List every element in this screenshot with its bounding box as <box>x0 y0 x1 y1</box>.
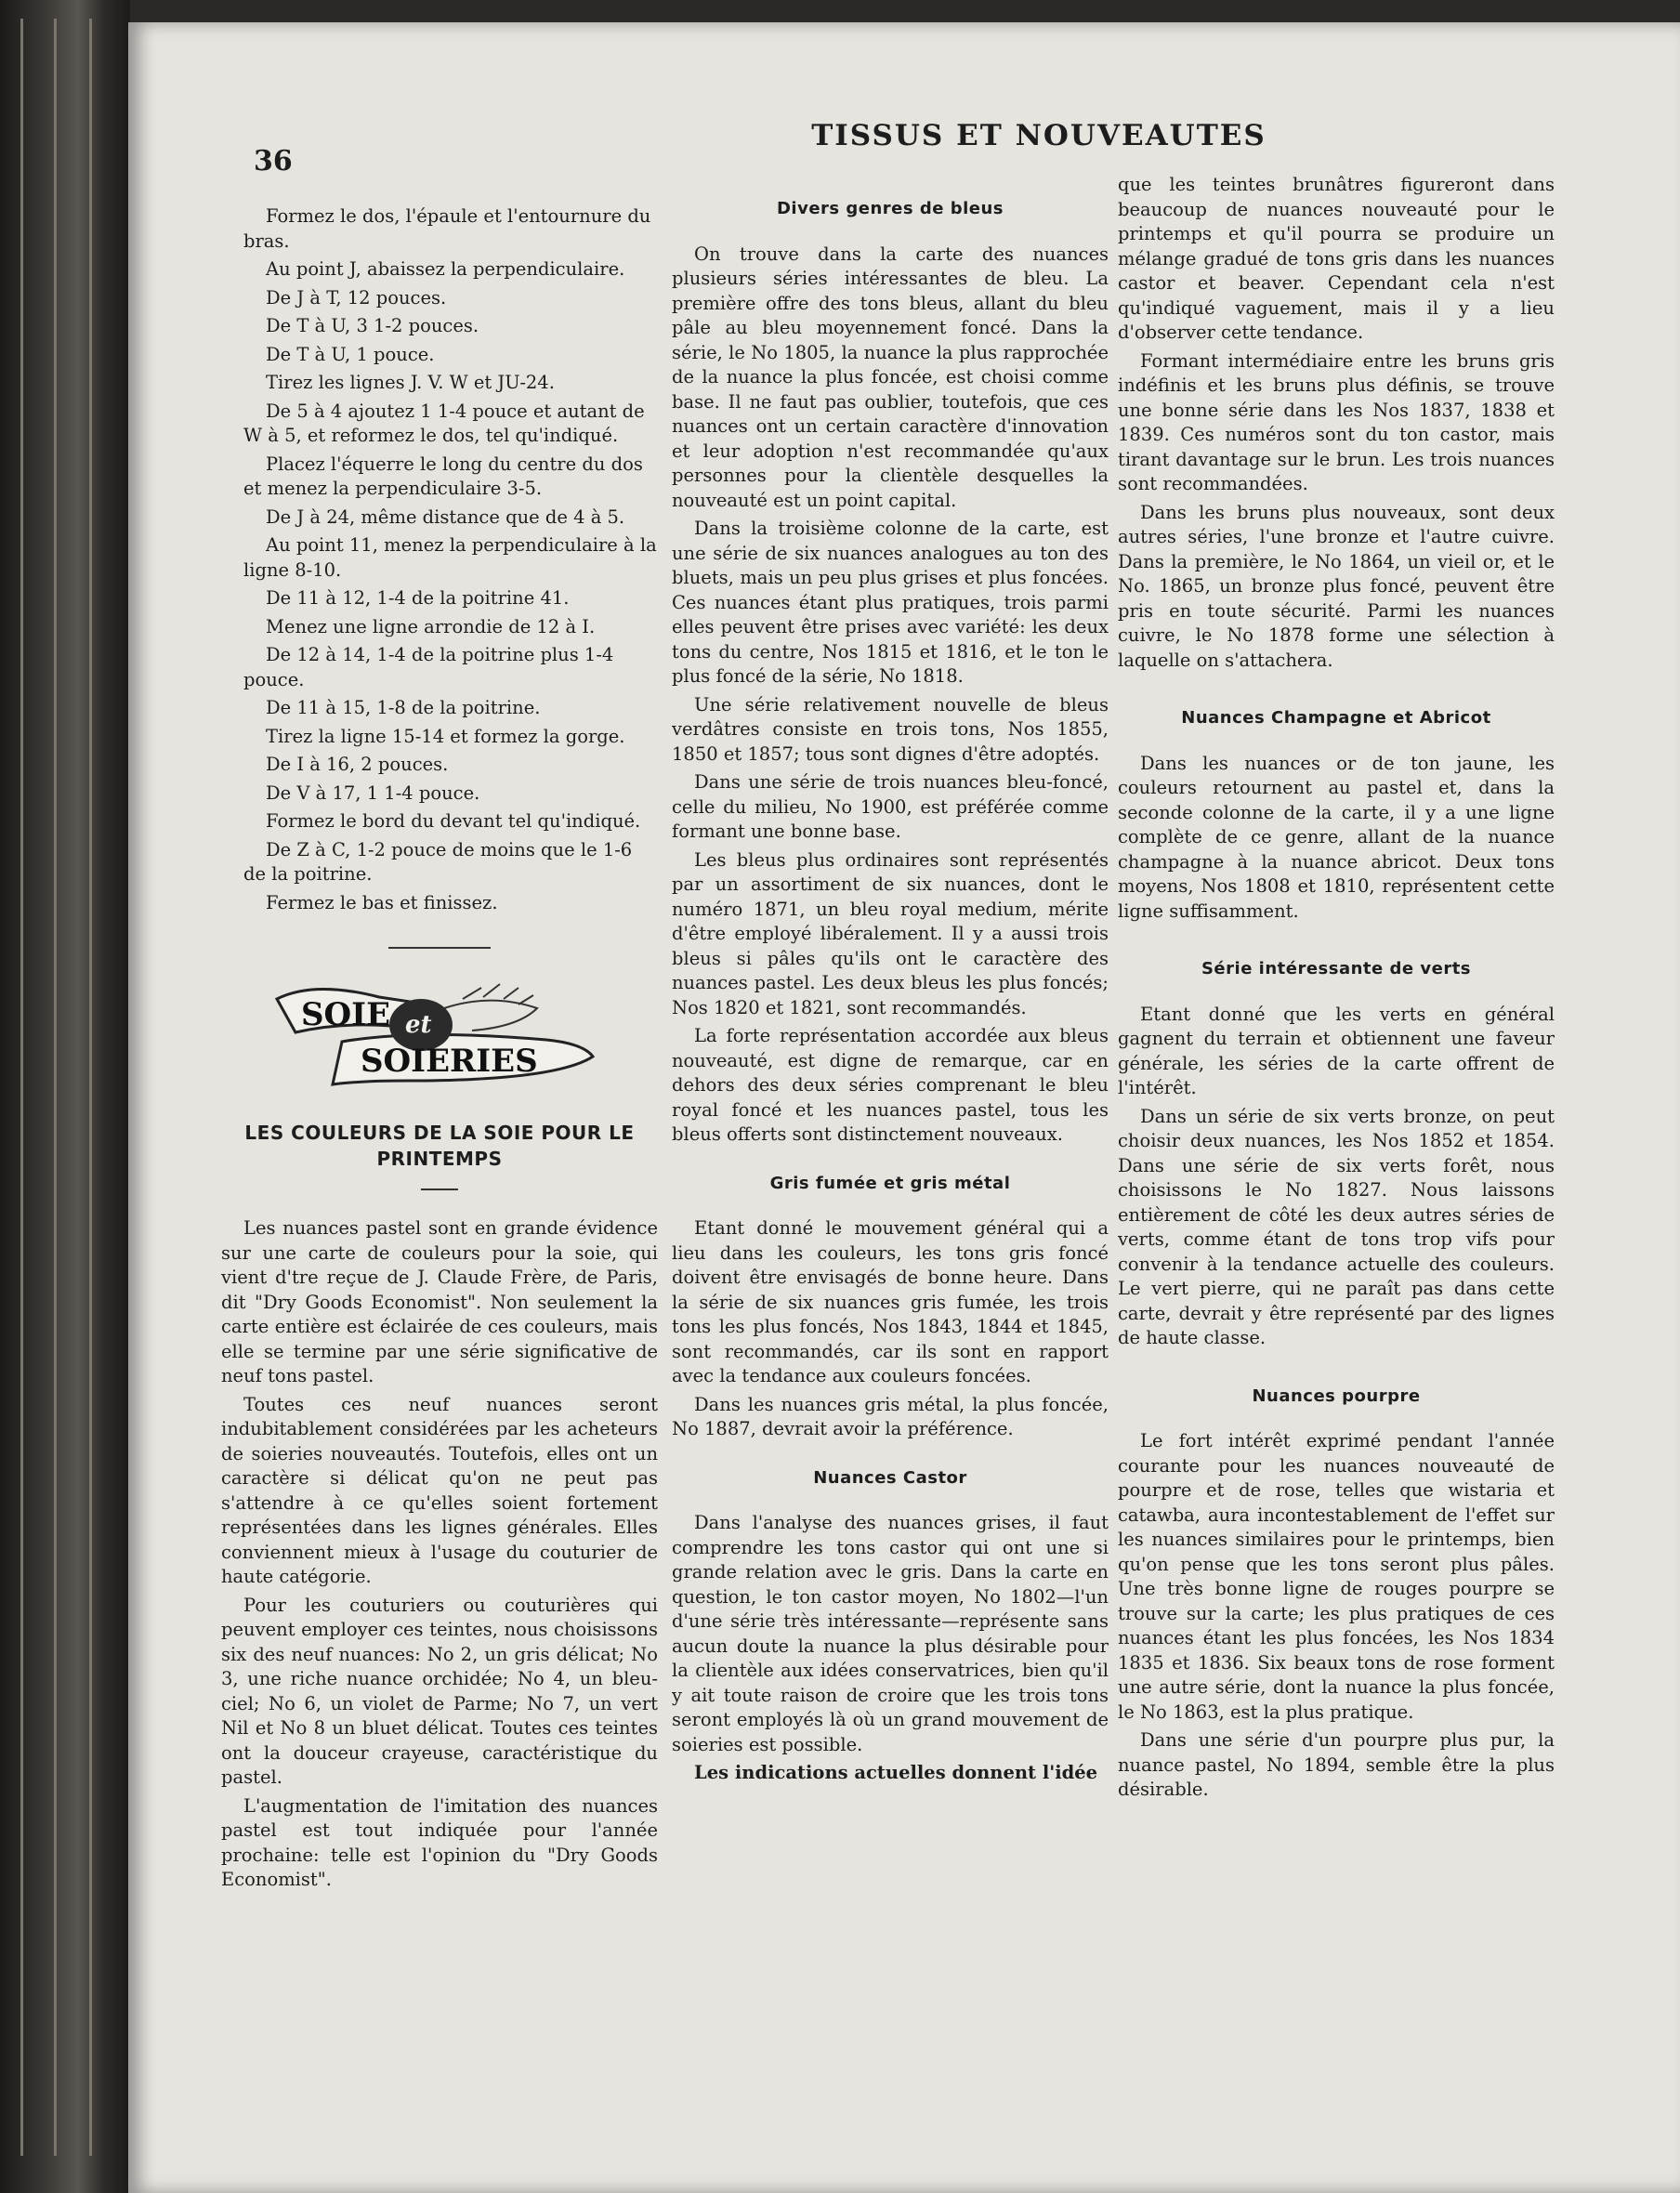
instruction-line: De Z à C, 1-2 pouce de moins que le 1-6 de la poitrine. <box>243 838 633 885</box>
article-paragraph: Pour les couturiers ou couturières qui peuvent employer ces teintes, nous choisissons six des neuf nuances: No 2, un gris délicat; No 3, une riche nuance orchidée; No 4, un bleu-ciel; No 6, un violet de Parme; No 7, un vert Nil et No 8 un bluet délicat. Toutes ces teintes ont la douceur crayeuse, caractéristique du pastel. <box>221 1594 658 1788</box>
soie-et-soieries-logo <box>240 971 602 1101</box>
section-heading: Gris fumée et gris métal <box>769 1173 1011 1193</box>
article-paragraph: Le fort intérêt exprimé pendant l'année courante pour les nuances nouveauté de pourpre et de rose, telles que wistaria et catawba, aura incontestablement de l'effet sur les nuances similaires pour le printemps, bien qu'on pense que les tons seront plus pâles. Une très bonne ligne de rouges pourpre se trouve sur la carte; les plus pratiques de ces nuances étant les plus foncées, les Nos 1834 1835 et 1836. Six beaux tons de rose forment une autre série, dont la nuance la plus foncée, le No 1863, est la plus pratique. <box>1118 1430 1555 1723</box>
article-paragraph: On trouve dans la carte des nuances plusieurs séries intéressantes de bleu. La première offre des tons bleus, allant du bleu pâle au bleu moyennement foncé. Dans la série, le No 1805, la nuance la plus rapprochée de la nuance la plus foncée, est choisi comme base. Il ne faut pas oublier, toutefois, que ces nuances ont un certain caractère d'innovation et leur adoption n'est recommandée qu'aux personnes pour la clientèle desquelles la nouveauté est un point capital. <box>672 243 1109 511</box>
article-paragraph: Les indications actuelles donnent l'idée <box>694 1762 1098 1783</box>
section-divider <box>388 947 491 949</box>
section-heading: Nuances Champagne et Abricot <box>1181 708 1491 728</box>
article-paragraph: Les bleus plus ordinaires sont représentés par un assortiment de six nuances, dont le numéro 1871, un bleu royal medium, mérite d'être employé libéralement. Il y a aussi trois bleus si pâles qu'ils ont le caractère des nuances pastel. Les deux bleus les plus foncés; Nos 1820 et 1821, sont recommandés. <box>672 848 1109 1018</box>
article-paragraph: Dans un série de six verts bronze, on peut choisir deux nuances, les Nos 1852 et 1854. Dans une série de six verts forêt, nous choisissons le No 1827. Nous laissons entièrement de côté les deux autres séries de verts, comme étant de tons trop vifs pour convenir à la tendance actuelle des couleurs. Le vert pierre, qui ne paraît pas dans cette carte, devrait y être représenté par des lignes de haute classe. <box>1118 1105 1555 1348</box>
logo-word-soie: SOIE <box>301 996 390 1033</box>
instruction-line: De T à U, 3 1-2 pouces. <box>266 315 479 336</box>
article-paragraph: Dans l'analyse des nuances grises, il faut comprendre les tons castor qui ont une si grande relation avec le gris. Dans la carte en question, le ton castor moyen, No 1802—l'un d'une série très intéressante—représente sans aucun doute la nuance la plus désirable pour la clientèle aux idées conservatrices, bien qu'il y ait toute raison de croire que les trois tons seront employés là où un grand mouvement de soieries est possible. <box>672 1512 1109 1755</box>
section-heading: Divers genres de bleus <box>776 199 1004 218</box>
article-paragraph: Toutes ces neuf nuances seront indubitablement considérées par les acheteurs de soieries nouveautés. Toutefois, elles ont un caractère si délicat qu'on ne peut pas s'attendre à ce qu'elles soient fortement représentées dans les lignes générales. Elles conviennent mieux à l'usage du couturier de haute catégorie. <box>221 1393 658 1587</box>
instruction-line: De V à 17, 1 1-4 pouce. <box>266 781 480 804</box>
article-paragraph: Une série relativement nouvelle de bleus verdâtres consiste en trois tons, Nos 1855, 1850 et 1857; tous sont dignes d'être adoptés. <box>672 693 1109 765</box>
article-paragraph: Formant intermédiaire entre les bruns gris indéfinis et les bruns plus définis, se trouve une bonne série dans les Nos 1837, 1838 et 1839. Ces numéros sont du ton castor, mais tirant davantage sur le brun. Les trois nuances sont recommandées. <box>1118 349 1555 494</box>
document-page <box>128 22 1680 2193</box>
instruction-line: De J à T, 12 pouces. <box>266 286 447 309</box>
instruction-line: De J à 24, même distance que de 4 à 5. <box>266 506 625 528</box>
instruction-line: Fermez le bas et finissez. <box>266 891 498 913</box>
article-paragraph: Dans la troisième colonne de la carte, est une série de six nuances analogues au ton des bluets, mais un peu plus grises et plus foncées. Ces nuances étant plus pratiques, trois parmi elles peuvent être prises avec variété: les deux tons du centre, Nos 1815 et 1816, et le ton le plus foncé de la série, No 1818. <box>672 518 1109 687</box>
instruction-line: Menez une ligne arrondie de 12 à I. <box>266 615 596 637</box>
instruction-line: Placez l'équerre le long du centre du dos et menez la perpendiculaire 3-5. <box>243 453 643 499</box>
article-paragraph: que les teintes brunâtres figureront dans beaucoup de nuances nouveauté pour le printemps et qu'il pourra se produire un mélange gradué de tons gris dans les nuances castor et beaver. Cependant cela n'est qu'indiqué vaguement, mais il y a lieu d'observer cette tendance. <box>1118 174 1555 343</box>
article-paragraph: Etant donné que les verts en général gagnent du terrain et obtiennent une faveur générale, les séries de la carte offrent de l'intérêt. <box>1118 1003 1555 1098</box>
instruction-line: De T à U, 1 pouce. <box>266 343 435 365</box>
column-right <box>1118 173 1555 1806</box>
section-heading: Nuances pourpre <box>1252 1385 1421 1406</box>
title-divider <box>421 1188 458 1190</box>
instruction-line: De 11 à 12, 1-4 de la poitrine 41. <box>266 587 570 609</box>
instruction-line: Au point J, abaissez la perpendiculaire. <box>266 258 625 280</box>
binding-edge <box>54 19 57 2156</box>
instruction-line: Formez le bord du devant tel qu'indiqué. <box>266 810 641 832</box>
running-head: TISSUS ET NOUVEAUTES <box>811 119 1267 152</box>
instruction-line: De I à 16, 2 pouces. <box>266 754 449 775</box>
section-heading: Nuances Castor <box>813 1467 967 1488</box>
instruction-line: De 12 à 14, 1-4 de la poitrine plus 1-4 pouce. <box>243 644 614 690</box>
article-paragraph: Les nuances pastel sont en grande évidence sur une carte de couleurs pour la soie, qui vient d'tre reçue de J. Claude Frère, de Paris, dit "Dry Goods Economist". Non seulement la carte entière est éclairée de ces couleurs, mais elle se termine par une série significative de neuf tons pastel. <box>221 1217 658 1386</box>
section-heading: Série intéressante de verts <box>1201 959 1472 978</box>
article-paragraph: Etant donné le mouvement général qui a lieu dans les couleurs, les tons gris foncé doivent être envisagés de bonne heure. Dans la série de six nuances gris fumée, les trois tons les plus foncés, Nos 1843, 1844 et 1845, sont recommandés, car ils sont en rapport avec la tendance aux couleurs foncées. <box>672 1217 1109 1386</box>
logo-word-et: et <box>405 1011 432 1039</box>
column-middle <box>672 190 1109 1790</box>
column-left <box>221 204 658 1897</box>
binding-edge <box>89 19 92 2156</box>
binding-edge <box>20 19 23 2156</box>
instruction-line: Tirez les lignes J. V. W et JU-24. <box>266 372 555 393</box>
instruction-line: De 5 à 4 ajoutez 1 1-4 pouce et autant de W à 5, et reformez le dos, tel qu'indiqué. <box>243 400 645 446</box>
article-paragraph: La forte représentation accordée aux bleus nouveauté, est digne de remarque, car en dehors des deux séries comprenant le bleu royal foncé et les nuances pastel, tous les bleus offerts sont distinctement nouveaux. <box>672 1025 1109 1145</box>
book-binding <box>0 0 130 2193</box>
instruction-line: Tirez la ligne 15-14 et formez la gorge. <box>266 725 625 747</box>
pattern-instructions <box>221 204 658 915</box>
article-title: LES COULEURS DE LA SOIE POUR LE PRINTEMPS <box>244 1122 635 1170</box>
article-paragraph: Dans les nuances gris métal, la plus foncée, No 1887, devrait avoir la préférence. <box>672 1393 1109 1439</box>
article-paragraph: Dans les bruns plus nouveaux, sont deux autres séries, l'une bronze et l'autre cuivre. Dans la première, le No 1864, un vieil or, et le No. 1865, un bronze plus foncé, peuvent être pris en toute sécurité. Parmi les nuances cuivre, le No 1878 forme une sélection à laquelle on s'attachera. <box>1118 501 1555 671</box>
article-paragraph: Dans une série d'un pourpre plus pur, la nuance pastel, No 1894, semble être la plus désirable. <box>1118 1729 1555 1800</box>
instruction-line: Formez le dos, l'épaule et l'entournure du bras. <box>243 205 651 252</box>
article-paragraph: Dans une série de trois nuances bleu-foncé, celle du milieu, No 1900, est préférée comme formant une bonne base. <box>672 771 1109 842</box>
article-paragraph: Dans les nuances or de ton jaune, les couleurs retournent au pastel et, dans la seconde colonne de la carte, il y a une ligne complète de ce genre, allant de la nuance champagne à la nuance abricot. Deux tons moyens, Nos 1808 et 1810, représentent cette ligne suffisamment. <box>1118 752 1555 922</box>
article-paragraph: L'augmentation de l'imitation des nuances pastel est tout indiquée pour l'année prochaine: telle est l'opinion du "Dry Goods Economist". <box>221 1794 658 1890</box>
page-number: 36 <box>254 145 293 177</box>
instruction-line: Au point 11, menez la perpendiculaire à la ligne 8-10. <box>243 534 657 581</box>
logo-word-soieries: SOIERIES <box>361 1043 538 1080</box>
instruction-line: De 11 à 15, 1-8 de la poitrine. <box>266 697 541 718</box>
